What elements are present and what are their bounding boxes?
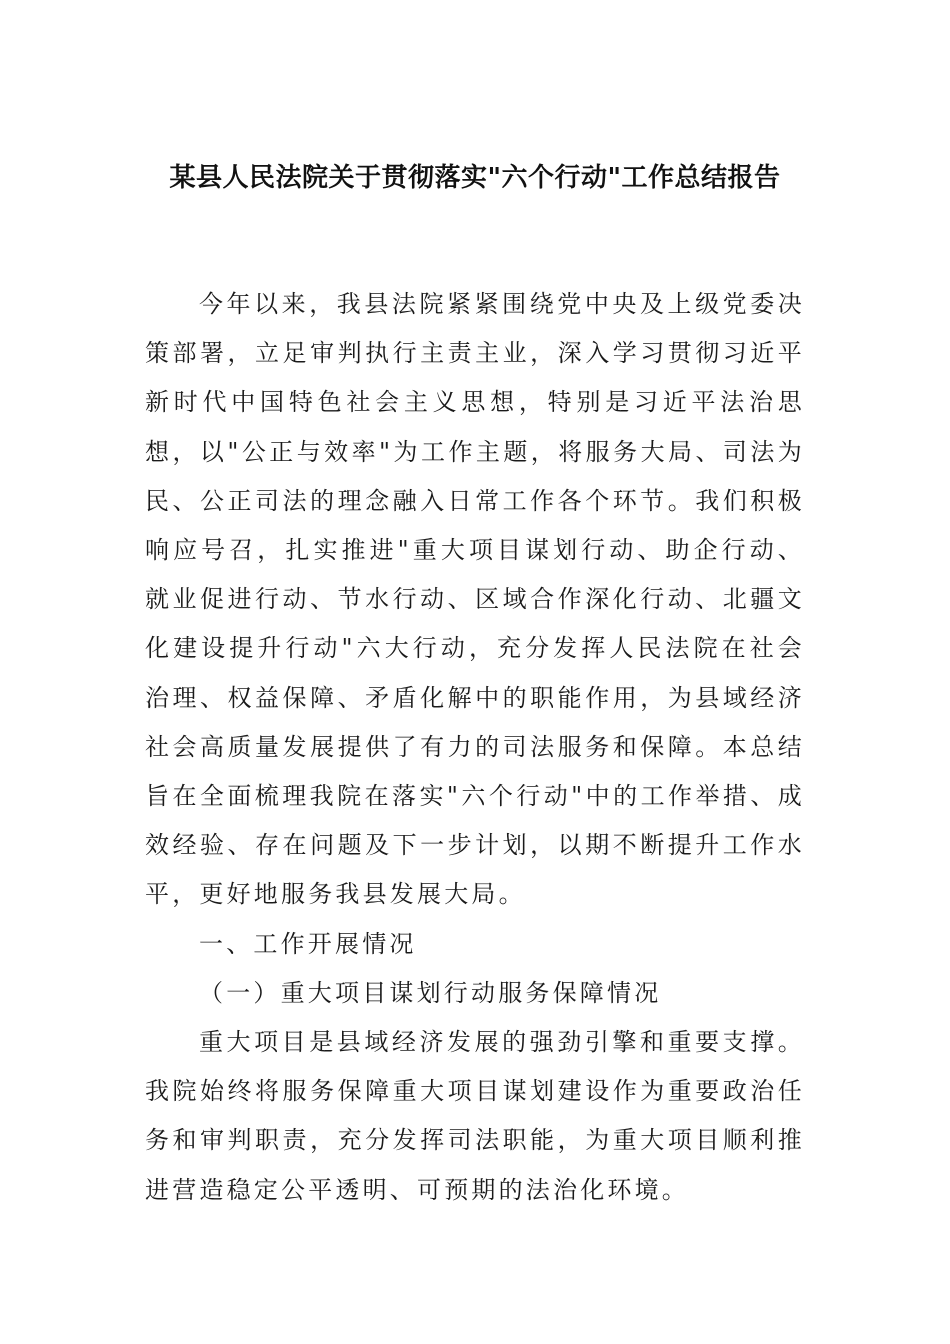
- subsection-heading-major-projects: （一）重大项目谋划行动服务保障情况: [199, 978, 662, 1007]
- intro-paragraph: 今年以来，我县法院紧紧围绕党中央及上级党委决策部署，立足审判执行主责主业，深入学习贯彻习近平新时代中国特色社会主义思想，特别是习近平法治思想，以"公正与效率"为工作主题，将服务大局、司法为民、公正司法的理念融入日常工作各个环节。我们积极响应号召，扎实推进"重大项目谋划行动、助企行动、就业促进行动、节水行动、区域合作深化行动、北疆文化建设提升行动"六大行动，充分发挥人民法院在社会治理、权益保障、矛盾化解中的职能作用，为县域经济社会高质量发展提供了有力的司法服务和保障。本总结旨在全面梳理我院在落实"六个行动"中的工作举措、成效经验、存在问题及下一步计划，以期不断提升工作水平，更好地服务我县发展大局。: [145, 290, 805, 909]
- document-body: [145, 280, 805, 1215]
- section-heading-work-progress: 一、工作开展情况: [199, 929, 417, 958]
- document-title: 某县人民法院关于贯彻落实"六个行动"工作总结报告: [169, 163, 781, 193]
- major-projects-paragraph: 重大项目是县域经济发展的强劲引擎和重要支撑。我院始终将服务保障重大项目谋划建设作为重要政治任务和审判职责，充分发挥司法职能，为重大项目顺利推进营造稳定公平透明、可预期的法治化环境。: [145, 1028, 805, 1204]
